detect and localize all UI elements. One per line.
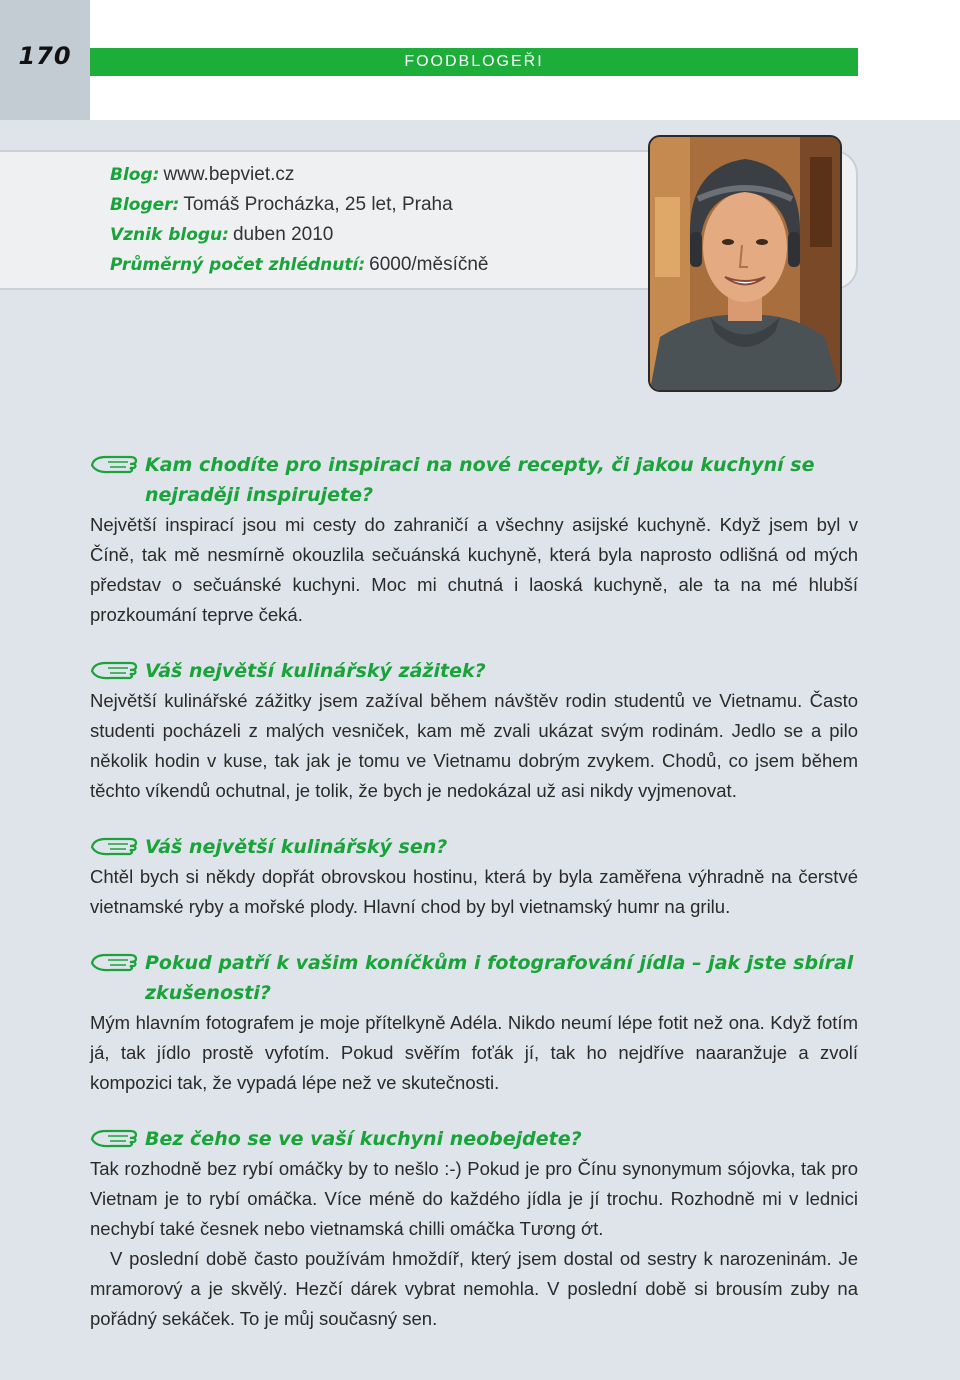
pointing-hand-icon [90, 453, 138, 477]
question-text: Kam chodíte pro inspiraci na nové recepty, či jakou kuchyní se nejraději inspirujete? [145, 454, 815, 506]
qa-block [90, 656, 858, 806]
info-value: Tomáš Procházka, 25 let, Praha [183, 194, 453, 215]
qa-block [90, 832, 858, 922]
answer [90, 1154, 858, 1334]
info-value: 6000/měsíčně [369, 254, 489, 275]
info-label: Průměrný počet zhlédnutí: [110, 255, 366, 275]
question [90, 656, 858, 686]
qa-block [90, 948, 858, 1098]
answer [90, 862, 858, 922]
blog-info [110, 160, 489, 280]
info-views [110, 250, 489, 280]
info-label: Vznik blogu: [110, 225, 229, 245]
question [90, 948, 858, 1008]
answer-paragraph: Největší inspirací jsou mi cesty do zahraničí a všechny asijské kuchyně. Když jsem byl v Číně, tak mě nesmírně okouzlila sečuánská kuchyně, která byla naprosto odlišná od mých představ o sečuánské kuchyni. Moc mi chutná i laoská kuchyně, ale ta na mé hlubší prozkoumání teprve čeká. [90, 514, 858, 625]
blogger-photo [648, 135, 842, 392]
section-bar [90, 48, 858, 76]
question [90, 832, 858, 862]
answer-paragraph: V poslední době často používám hmoždíř, který jsem dostal od sestry k narozeninám. Je mramorový a je skvělý. Hezčí dárek vybrat nemohla. V poslední době si brousím zuby na pořádný sekáček. To je můj současný sen. [90, 1248, 858, 1329]
pointing-hand-icon [90, 835, 138, 859]
interview [90, 450, 858, 1360]
answer-paragraph: Tak rozhodně bez rybí omáčky by to nešlo :-) Pokud je pro Čínu synonymum sójovka, tak pro Vietnam je to rybí omáčka. Více méně do každého jídla je jí trochu. Rozhodně mi v lednici nechybí také česnek nebo vietnamská chilli omáčka Tương ớt. [90, 1158, 858, 1239]
question [90, 1124, 858, 1154]
answer [90, 1008, 858, 1098]
answer [90, 686, 858, 806]
pointing-hand-icon [90, 1127, 138, 1151]
qa-block [90, 450, 858, 630]
answer-paragraph: Mým hlavním fotografem je moje přítelkyně Adéla. Nikdo neumí lépe fotit než ona. Když fotím já, tak jídlo prostě vyfotím. Pokud svěřím foťák jí, tak ho nejdříve naaranžuje a zvolí kompozici tak, že vypadá lépe než ve skutečnosti. [90, 1012, 858, 1093]
question-text: Váš největší kulinářský sen? [145, 836, 448, 858]
info-blog [110, 160, 489, 190]
page-number: 170 [18, 42, 72, 70]
question-text: Bez čeho se ve vaší kuchyni neobejdete? [145, 1128, 582, 1150]
info-blogger [110, 190, 489, 220]
answer-paragraph: Chtěl bych si někdy dopřát obrovskou hostinu, která by byla zaměřena výhradně na čerstvé vietnamské ryby a mořské plody. Hlavní chod by byl vietnamský humr na grilu. [90, 866, 858, 917]
page-number-box [0, 0, 90, 120]
question-text: Pokud patří k vašim koníčkům i fotografování jídla – jak jste sbíral zkušenosti? [145, 952, 854, 1004]
info-value: duben 2010 [232, 224, 334, 245]
answer-paragraph: Největší kulinářské zážitky jsem zažíval během návštěv rodin studentů ve Vietnamu. Často studenti pocházeli z malých vesniček, kam mě zvali ukázat svým rodinám. Jedlo se a pilo několik hodin v kuse, tak jak je tomu ve Vietnamu dobrým zvykem. Chodů, co jsem během těchto víkendů ochutnal, je tolik, že bych je nedokázal už asi nikdy vyjmenovat. [90, 690, 858, 801]
info-label: Bloger: [110, 195, 180, 215]
pointing-hand-icon [90, 659, 138, 683]
question [90, 450, 858, 510]
info-founded [110, 220, 489, 250]
portrait-illustration [650, 137, 840, 390]
qa-block [90, 1124, 858, 1334]
info-value: www.bepviet.cz [163, 164, 295, 185]
section-title: FOODBLOGEŘI [404, 53, 544, 70]
info-label: Blog: [110, 165, 160, 185]
pointing-hand-icon [90, 951, 138, 975]
question-text: Váš největší kulinářský zážitek? [145, 660, 486, 682]
answer [90, 510, 858, 630]
